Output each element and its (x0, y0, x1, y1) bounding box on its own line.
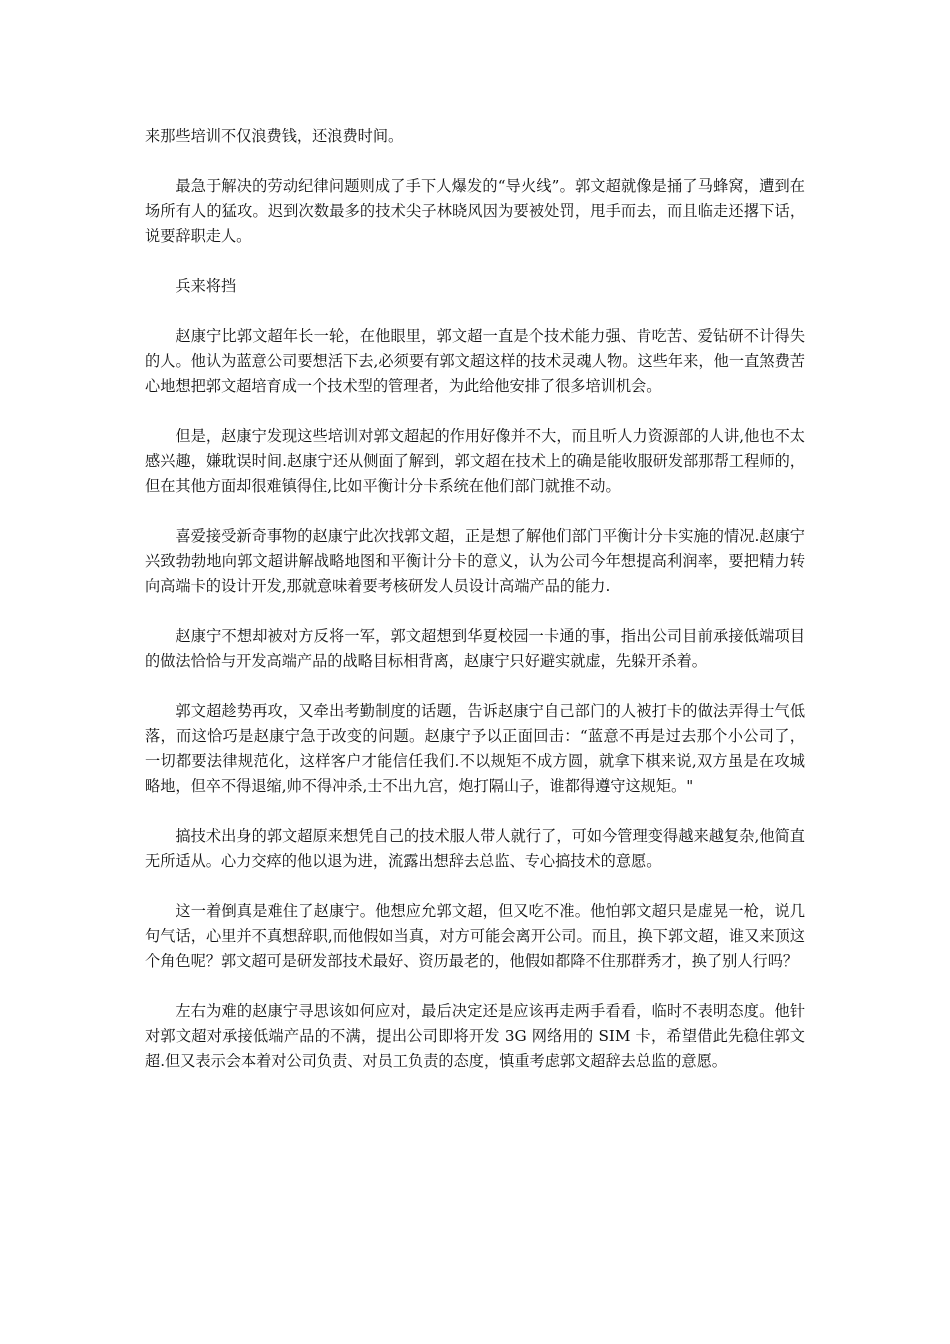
document-body (145, 124, 805, 1099)
paragraph: 喜爱接受新奇事物的赵康宁此次找郭文超，正是想了解他们部门平衡计分卡实施的情况.赵康宁兴致勃勃地向郭文超讲解战略地图和平衡计分卡的意义，认为公司今年想提高利润率，要把精力转向高端卡的设计开发,那就意味着要考核研发人员设计高端产品的能力. (145, 527, 805, 595)
paragraph: 赵康宁不想却被对方反将一军，郭文超想到华夏校园一卡通的事，指出公司目前承接低端项目的做法恰恰与开发高端产品的战略目标相背离，赵康宁只好避实就虚，先躲开杀着。 (145, 627, 805, 670)
paragraph: 最急于解决的劳动纪律问题则成了手下人爆发的“导火线”。郭文超就像是捅了马蜂窝，遭到在场所有人的猛攻。迟到次数最多的技术尖子林晓风因为要被处罚，甩手而去，而且临走还撂下话，说要辞职走人。 (145, 177, 805, 245)
paragraph: 左右为难的赵康宁寻思该如何应对，最后决定还是应该再走两手看看，临时不表明态度。他针对郭文超对承接低端产品的不满，提出公司即将开发 3G 网络用的 SIM 卡，希望借此先稳住郭文超.但又表示会本着对公司负责、对员工负责的态度，慎重考虑郭文超辞去总监的意愿。 (145, 1002, 805, 1070)
paragraph: 搞技术出身的郭文超原来想凭自己的技术服人带人就行了，可如今管理变得越来越复杂,他简直无所适从。心力交瘁的他以退为进，流露出想辞去总监、专心搞技术的意愿。 (145, 827, 805, 870)
paragraph: 但是，赵康宁发现这些培训对郭文超起的作用好像并不大，而且听人力资源部的人讲,他也不太感兴趣，嫌耽误时间.赵康宁还从侧面了解到，郭文超在技术上的确是能收服研发部那帮工程师的，但在其他方面却很难镇得住,比如平衡计分卡系统在他们部门就推不动。 (145, 427, 805, 495)
paragraph: 郭文超趁势再攻，又牵出考勤制度的话题，告诉赵康宁自己部门的人被打卡的做法弄得士气低落，而这恰巧是赵康宁急于改变的问题。赵康宁予以正面回击：“蓝意不再是过去那个小公司了，一切都要法律规范化，这样客户才能信任我们.不以规矩不成方圆，就拿下棋来说,双方虽是在攻城略地，但卒不得退缩,帅不得冲杀,士不出九宫，炮打隔山子，谁都得遵守这规矩。" (145, 702, 805, 795)
section-heading: 兵来将挡 (175, 277, 237, 295)
paragraph: 这一着倒真是难住了赵康宁。他想应允郭文超，但又吃不准。他怕郭文超只是虚晃一枪，说几句气话，心里并不真想辞职,而他假如当真，对方可能会离开公司。而且，换下郭文超，谁又来顶这个角色呢？郭文超可是研发部技术最好、资历最老的，他假如都降不住那群秀才，换了别人行吗？ (145, 902, 805, 970)
paragraph: 来那些培训不仅浪费钱，还浪费时间。 (145, 127, 404, 145)
paragraph: 赵康宁比郭文超年长一轮，在他眼里，郭文超一直是个技术能力强、肯吃苦、爱钻研不计得失的人。他认为蓝意公司要想活下去,必须要有郭文超这样的技术灵魂人物。这些年来，他一直煞费苦心地想把郭文超培育成一个技术型的管理者，为此给他安排了很多培训机会。 (145, 327, 805, 395)
